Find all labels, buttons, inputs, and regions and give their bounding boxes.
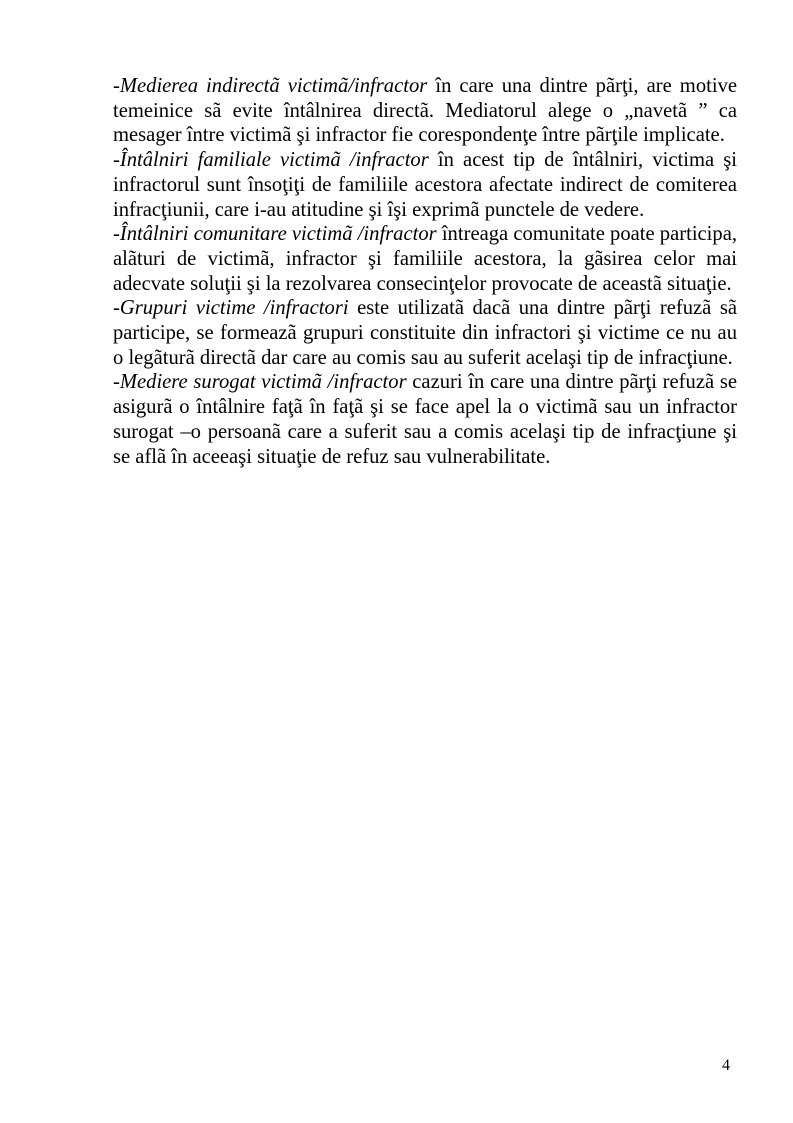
paragraph-text: cazuri în care una dintre pãrţi refuzã se asigurã o întâlnire faţã în faţã şi se face apel la o victimã sau un infractor surogat –o persoanã care a suferit sau a comis acelaşi tip de infracţiune şi se aflã în aceeaşi situaţie de refuz sau vulnerabilitate. bbox=[113, 371, 737, 468]
paragraph-term: -Grupuri victime /infractori bbox=[113, 297, 349, 320]
paragraph-term: -Întâlniri familiale victimã /infractor bbox=[113, 149, 429, 172]
paragraph-text: în acest tip de întâlniri, victima şi infractorul sunt însoţiţi de familiile acestora afectate indirect de comiterea infracţiunii, care i-au atitudine şi îşi exprimã punctele de vedere. bbox=[113, 149, 737, 221]
paragraph-intalniri-familiale bbox=[113, 148, 737, 222]
paragraph-text: este utilizatã dacã una dintre pãrţi refuzã sã participe, se formeazã grupuri constituite din infractori şi victime ce nu au o legãturã directã dar care au comis sau au suferit acelaşi tip de infracţiune. bbox=[113, 297, 737, 369]
page-number: 4 bbox=[722, 1057, 730, 1074]
paragraph-term: -Mediere surogat victimã /infractor bbox=[113, 371, 407, 394]
paragraph-term: -Medierea indirectã victimã/infractor bbox=[113, 75, 428, 97]
paragraph-mediere-surogat bbox=[113, 370, 737, 469]
paragraph-intalniri-comunitare bbox=[113, 222, 737, 296]
document-body bbox=[113, 74, 737, 469]
paragraph-text: întreaga comunitate poate participa, alãturi de victimã, infractor şi familiile acestora, la gãsirea celor mai adecvate soluţii şi la rezolvarea consecinţelor provocate de aceastã situaţie. bbox=[113, 223, 737, 295]
paragraph-text: în care una dintre pãrţi, are motive temeinice sã evite întâlnirea directã. Mediatorul alege o „navetã ” ca mesager între victimã şi infractor fie corespondenţe între pãrţile implicate. bbox=[113, 75, 738, 147]
paragraph-grupuri-victime bbox=[113, 296, 737, 370]
paragraph-medierea-indirecta bbox=[113, 74, 737, 148]
paragraph-term: -Întâlniri comunitare victimã /infractor bbox=[113, 223, 437, 246]
